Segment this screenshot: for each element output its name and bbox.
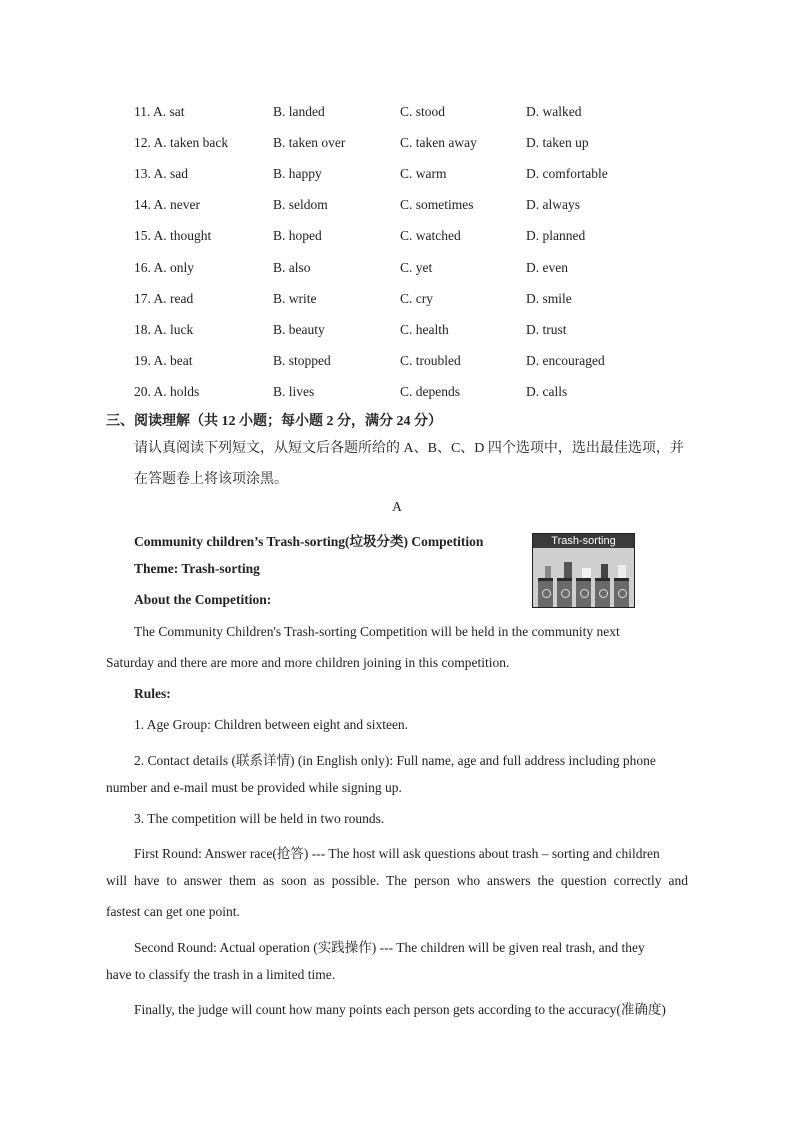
paragraph-line: Second Round: Actual operation (实践操作) --- The children will be given real trash, and they: [134, 940, 645, 955]
paragraph-line: First Round: Answer race(抢答) --- The host will ask questions about trash – sorting and children: [134, 846, 660, 861]
option-b: B. also: [273, 260, 311, 275]
option-d: D. taken up: [526, 135, 589, 150]
question-row: [0, 353, 794, 373]
option-a: 13. A. sad: [134, 166, 188, 181]
option-b: B. stopped: [273, 353, 331, 368]
option-a: 18. A. luck: [134, 322, 194, 337]
option-b: B. write: [273, 291, 317, 306]
theme-label: Theme: Trash-sorting: [134, 561, 260, 576]
trash-sorting-image: [532, 533, 635, 608]
paragraph-line: fastest can get one point.: [106, 904, 240, 919]
option-d: D. walked: [526, 104, 582, 119]
trash-bin: [576, 578, 591, 607]
trash-bin: [557, 578, 572, 607]
question-row: [0, 291, 794, 311]
instructions-line-2: 在答题卷上将该项涂黑。: [134, 472, 288, 487]
option-b: B. landed: [273, 104, 325, 119]
option-d: D. even: [526, 260, 568, 275]
trash-bin: [614, 578, 629, 607]
passage-letter: A: [392, 499, 402, 514]
rule-item: 2. Contact details (联系详情) (in English only): Full name, age and full address including phone: [134, 753, 656, 768]
option-a: 16. A. only: [134, 260, 195, 275]
option-b: B. happy: [273, 166, 322, 181]
paragraph-line: will have to answer them as soon as possible. The person who answers the question correctly and: [106, 873, 688, 888]
option-b: B. lives: [273, 384, 315, 399]
option-c: C. sometimes: [400, 197, 474, 212]
option-a: 17. A. read: [134, 291, 194, 306]
option-b: B. beauty: [273, 322, 325, 337]
bins-scene: [533, 548, 634, 607]
paragraph-line: have to classify the trash in a limited time.: [106, 967, 336, 982]
option-a: 14. A. never: [134, 197, 200, 212]
rule-item: number and e-mail must be provided while signing up.: [106, 780, 402, 795]
option-d: D. encouraged: [526, 353, 605, 368]
question-row: [0, 135, 794, 155]
option-d: D. comfortable: [526, 166, 608, 181]
trash-bin: [538, 578, 553, 607]
option-a: 20. A. holds: [134, 384, 200, 399]
option-d: D. smile: [526, 291, 572, 306]
question-row: [0, 166, 794, 186]
about-label: About the Competition:: [134, 592, 272, 607]
question-row: [0, 228, 794, 248]
paragraph-line: The Community Children's Trash-sorting Competition will be held in the community next: [134, 624, 620, 639]
option-c: C. health: [400, 322, 449, 337]
option-c: C. cry: [400, 291, 433, 306]
option-a: 15. A. thought: [134, 228, 212, 243]
option-c: C. depends: [400, 384, 460, 399]
option-b: B. seldom: [273, 197, 328, 212]
section-title: 三、阅读理解（共 12 小题；每小题 2 分，满分 24 分）: [106, 414, 442, 429]
trash-bin: [595, 578, 610, 607]
option-c: C. warm: [400, 166, 447, 181]
option-b: B. taken over: [273, 135, 346, 150]
instructions-line-1: 请认真阅读下列短文，从短文后各题所给的 A、B、C、D 四个选项中，选出最佳选项，并: [134, 441, 684, 456]
option-d: D. calls: [526, 384, 568, 399]
passage-heading: Community children’s Trash-sorting(垃圾分类) Competition: [134, 534, 484, 549]
paragraph-line: Saturday and there are more and more children joining in this competition.: [106, 655, 510, 670]
option-d: D. trust: [526, 322, 567, 337]
trash-item: [582, 568, 591, 578]
option-a: 19. A. beat: [134, 353, 193, 368]
option-d: D. always: [526, 197, 580, 212]
option-c: C. troubled: [400, 353, 461, 368]
option-a: 11. A. sat: [134, 104, 185, 119]
option-c: C. stood: [400, 104, 446, 119]
question-row: [0, 384, 794, 404]
rules-label: Rules:: [134, 686, 171, 701]
question-row: [0, 104, 794, 124]
question-row: [0, 322, 794, 342]
paragraph-line: Finally, the judge will count how many points each person gets according to the accuracy(准确度): [134, 1002, 666, 1017]
question-row: [0, 260, 794, 280]
option-b: B. hoped: [273, 228, 322, 243]
question-row: [0, 197, 794, 217]
image-caption: Trash-sorting: [551, 535, 616, 547]
option-c: C. watched: [400, 228, 461, 243]
option-a: 12. A. taken back: [134, 135, 229, 150]
trash-item: [618, 565, 626, 579]
rule-item: 1. Age Group: Children between eight and sixteen.: [134, 717, 409, 732]
option-c: C. taken away: [400, 135, 477, 150]
option-c: C. yet: [400, 260, 433, 275]
rule-item: 3. The competition will be held in two rounds.: [134, 811, 385, 826]
option-d: D. planned: [526, 228, 586, 243]
